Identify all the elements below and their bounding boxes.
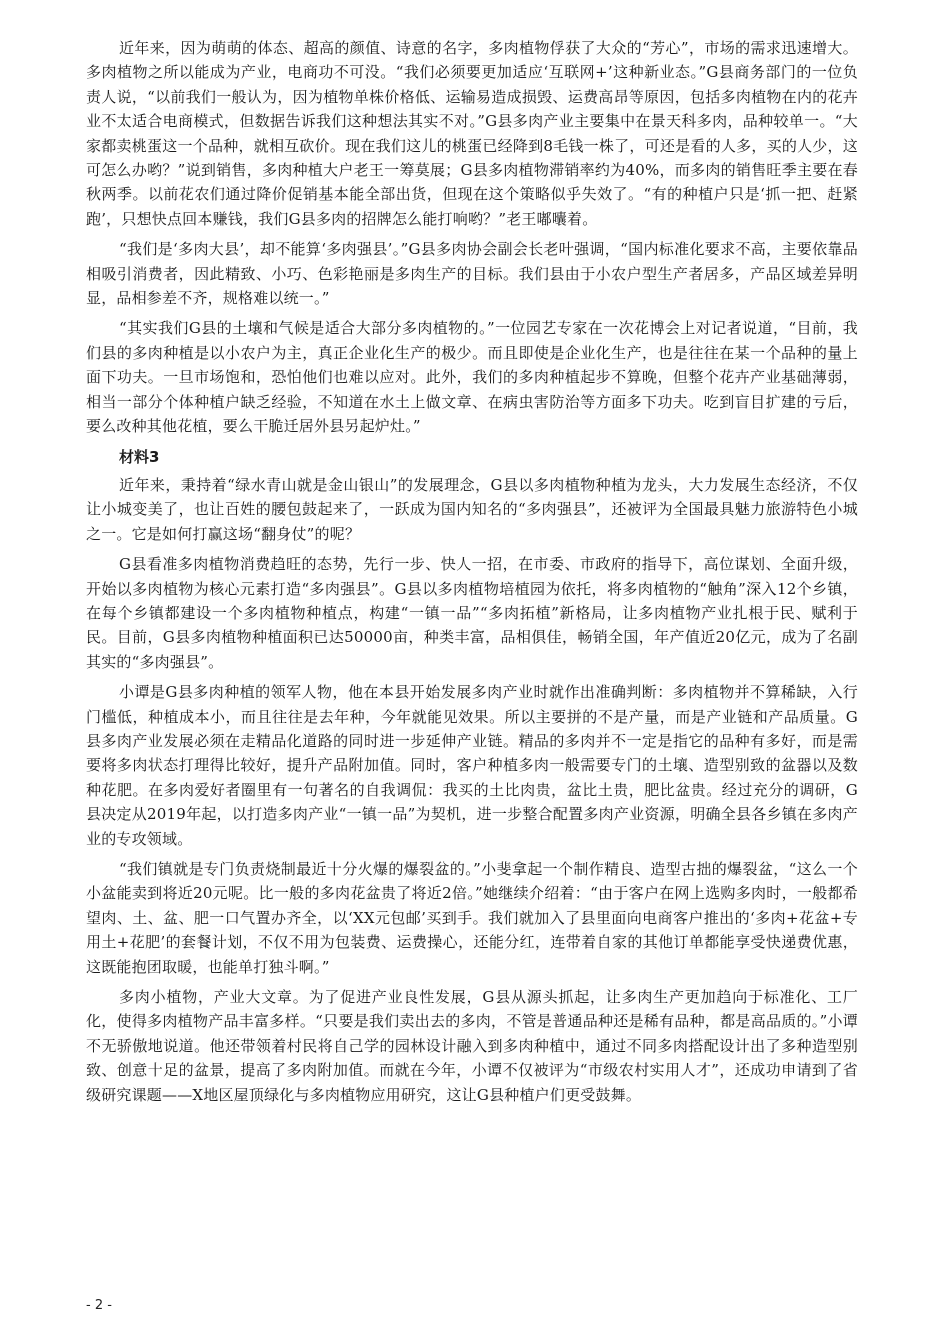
page-number: - 2 - xyxy=(86,1298,112,1313)
paragraph-online-sales: 近年来，因为萌萌的体态、超高的颜值、诗意的名字，多肉植物俘获了大众的“芳心”，市场的需求迅速增大。多肉植物之所以能成为产业，电商功不可没。“我们必须要更加适应‘互联网+’这种新业态。”G县商务部门的一位负责人说，“以前我们一般认为，因为植物单株价格低、运输易造成损毁、运费高昂等原因，包括多肉植物在内的花卉业不太适合电商模式，但数据告诉我们这种想法其实不对。”G县多肉产业主要集中在景天科多肉，品种较单一。“大家都卖桃蛋这一个品种，就相互砍价。现在我们这儿的桃蛋已经降到8毛钱一株了，可还是看的人多，买的人少，这可怎么办哟？”说到销售，多肉种植大户老王一筹莫展；G县多肉植物滞销率约为40%，而多肉的销售旺季主要在春秋两季。以前花农们通过降价促销基本能全部出货，但现在这个策略似乎失效了。“有的种植户只是‘抓一把、赶紧跑’，只想快点回本赚钱，我们G县多肉的招牌怎么能打响哟？”老王嘟囔着。 xyxy=(86,39,858,228)
paragraph-leader-xiaotan: 小谭是G县多肉种植的领军人物，他在本县开始发展多肉产业时就作出准确判断：多肉植物并不算稀缺，入行门槛低，种植成本小，而且往往是去年种，今年就能见效果。所以主要拼的不是产量，而是产业链和产品质量。G县多肉产业发展必须在走精品化道路的同时进一步延伸产业链。精品的多肉并不一定是指它的品种有多好，而是需要将多肉状态打理得比较好，提升产品附加值。同时，客户种植多肉一般需要专门的土壤、造型别致的盆器以及数种花肥。在多肉爱好者圈里有一句著名的自我调侃：我买的土比肉贵，盆比土贵，肥比盆贵。经过充分的调研，G县决定从2019年起，以打造多肉产业“一镇一品”为契机，进一步整合配置多肉产业资源，明确全县各乡镇在多肉产业的专攻领域。 xyxy=(86,683,858,848)
document-body xyxy=(86,36,858,1113)
paragraph-green-development: 近年来，秉持着“绿水青山就是金山银山”的发展理念，G县以多肉植物种植为龙头，大力发展生态经济，不仅让小城变美了，也让百姓的腰包鼓起来了，一跃成为国内知名的“多肉强县”，还被评为全国最具魅力旅游特色小城之一。它是如何打赢这场“翻身仗”的呢？ xyxy=(86,475,858,543)
paragraph-pot-town: “我们镇就是专门负责烧制最近十分火爆的爆裂盆的。”小斐拿起一个制作精良、造型古拙的爆裂盆，“这么一个小盆能卖到将近20元呢。比一般的多肉花盆贵了将近2倍。”她继续介绍着：“由于客户在网上选购多肉时，一般都希望肉、土、盆、肥一口气置办齐全，以‘XX元包邮’买到手。我们就加入了县里面向电商客户推出的‘多肉+花盆+专用土+花肥’的套餐计划，不仅不用为包装费、运费操心，还能分红，连带着自家的其他订单都能享受快递费优惠，这既能抱团取暖，也能单打独斗啊。” xyxy=(86,860,858,976)
paragraph-association-quote: “我们是‘多肉大县’，却不能算‘多肉强县’。”G县多肉协会副会长老叶强调，“国内标准化要求不高，主要依靠品相吸引消费者，因此精致、小巧、色彩艳丽是多肉生产的目标。我们县由于小农户型生产者居多，产品区域差异明显，品相参差不齐，规格难以统一。” xyxy=(86,240,858,308)
section-title: 材料3 xyxy=(119,447,160,466)
paragraph-expert-quote: “其实我们G县的土壤和气候是适合大部分多肉植物的。”一位园艺专家在一次花博会上对记者说道，“目前，我们县的多肉种植是以小农户为主，真正企业化生产的极少。而且即使是企业化生产，也是往往在某一个品种的量上面下功夫。一旦市场饱和，恐怕他们也难以应对。此外，我们的多肉种植起步不算晚，但整个花卉产业基础薄弱，相当一部分个体种植户缺乏经验，不知道在水土上做文章、在病虫害防治等方面多下功夫。吃到盲目扩建的亏后，要么改种其他花植，要么干脆迁居外县另起炉灶。” xyxy=(86,319,858,436)
paragraph-county-strategy: G县看准多肉植物消费趋旺的态势，先行一步、快人一招，在市委、市政府的指导下，高位谋划、全面升级，开始以多肉植物为核心元素打造“多肉强县”。G县以多肉植物培植园为依托，将多肉植物的“触角”深入12个乡镇，在每个乡镇都建设一个多肉植物种植点，构建“一镇一品”“多肉拓植”新格局，让多肉植物产业扎根于民、赋利于民。目前，G县多肉植物种植面积已达50000亩，种类丰富，品相俱佳，畅销全国，年产值近20亿元，成为了名副其实的“多肉强县”。 xyxy=(86,555,858,671)
paragraph-standardization: 多肉小植物，产业大文章。为了促进产业良性发展，G县从源头抓起，让多肉生产更加趋向于标准化、工厂化，使得多肉植物产品丰富多样。“只要是我们卖出去的多肉，不管是普通品种还是稀有品种，都是高品质的。”小谭不无骄傲地说道。他还带领着村民将自己学的园林设计融入到多肉种植中，通过不同多肉搭配设计出了多种造型别致、创意十足的盆景，提高了多肉附加值。而就在今年，小谭不仅被评为“市级农村实用人才”，还成功申请到了省级研究课题——X地区屋顶绿化与多肉植物应用研究，这让G县种植户们更受鼓舞。 xyxy=(86,988,858,1104)
